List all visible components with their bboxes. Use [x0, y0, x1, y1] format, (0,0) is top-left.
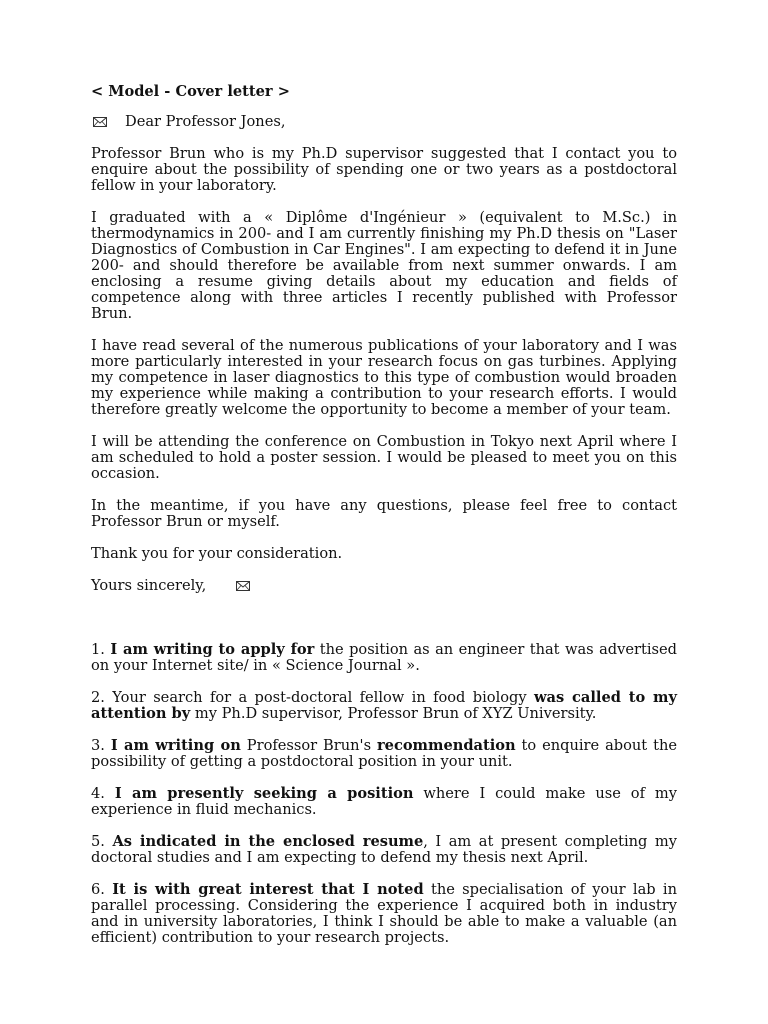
- example-sentences: [91, 642, 677, 946]
- paragraph: I will be attending the conference on Combustion in Tokyo next April where I am scheduled to hold a poster session. I would be pleased to meet you on this occasion.: [91, 433, 677, 482]
- envelope-icon: [93, 117, 107, 127]
- document-title: < Model - Cover letter >: [91, 83, 290, 100]
- example-item: 5. As indicated in the enclosed resume, I am at present completing my doctoral studies and I am expecting to defend my thesis next April.: [91, 833, 677, 866]
- paragraph: I have read several of the numerous publications of your laboratory and I was more particularly interested in your research focus on gas turbines. Applying my competence in laser diagnostics to this type of combustion would broaden my experience while making a contribution to your research efforts. I would therefore greatly welcome the opportunity to become a member of your team.: [91, 337, 677, 418]
- closing-line: Thank you for your consideration.: [91, 545, 343, 562]
- example-item: 3. I am writing on Professor Brun's recommendation to enquire about the possibility of getting a postdoctoral position in your unit.: [91, 737, 677, 770]
- salutation-text: Dear Professor Jones,: [125, 113, 286, 130]
- example-item: 6. It is with great interest that I noted the specialisation of your lab in parallel processing. Considering the experience I acquired both in industry and in university laboratories, I think I should be able to make a valuable (an efficient) contribution to your research projects.: [91, 881, 677, 946]
- paragraph: In the meantime, if you have any questions, please feel free to contact Professor Brun or myself.: [91, 497, 677, 530]
- example-item: 1. I am writing to apply for the position as an engineer that was advertised on your Internet site/ in « Science Journal ».: [91, 641, 677, 674]
- signoff-text: Yours sincerely,: [91, 577, 207, 594]
- salutation-line: [91, 114, 677, 130]
- paragraph: I graduated with a « Diplôme d'Ingénieur » (equivalent to M.Sc.) in thermodynamics in 200- and I am currently finishing my Ph.D thesis on "Laser Diagnostics of Combustion in Car Engines". I am expecting to defend it in June 200- and should therefore be available from next summer onwards. I am enclosing a resume giving details about my education and fields of competence along with three articles I recently published with Professor Brun.: [91, 209, 677, 322]
- envelope-icon: [236, 581, 250, 591]
- paragraph: Professor Brun who is my Ph.D supervisor suggested that I contact you to enquire about the possibility of spending one or two years as a postdoctoral fellow in your laboratory.: [91, 145, 677, 194]
- example-item: 2. Your search for a post-doctoral fellow in food biology was called to my attention by my Ph.D supervisor, Professor Brun of XYZ University.: [91, 689, 677, 722]
- example-item: 4. I am presently seeking a position where I could make use of my experience in fluid mechanics.: [91, 785, 677, 818]
- signoff-line: [91, 578, 677, 594]
